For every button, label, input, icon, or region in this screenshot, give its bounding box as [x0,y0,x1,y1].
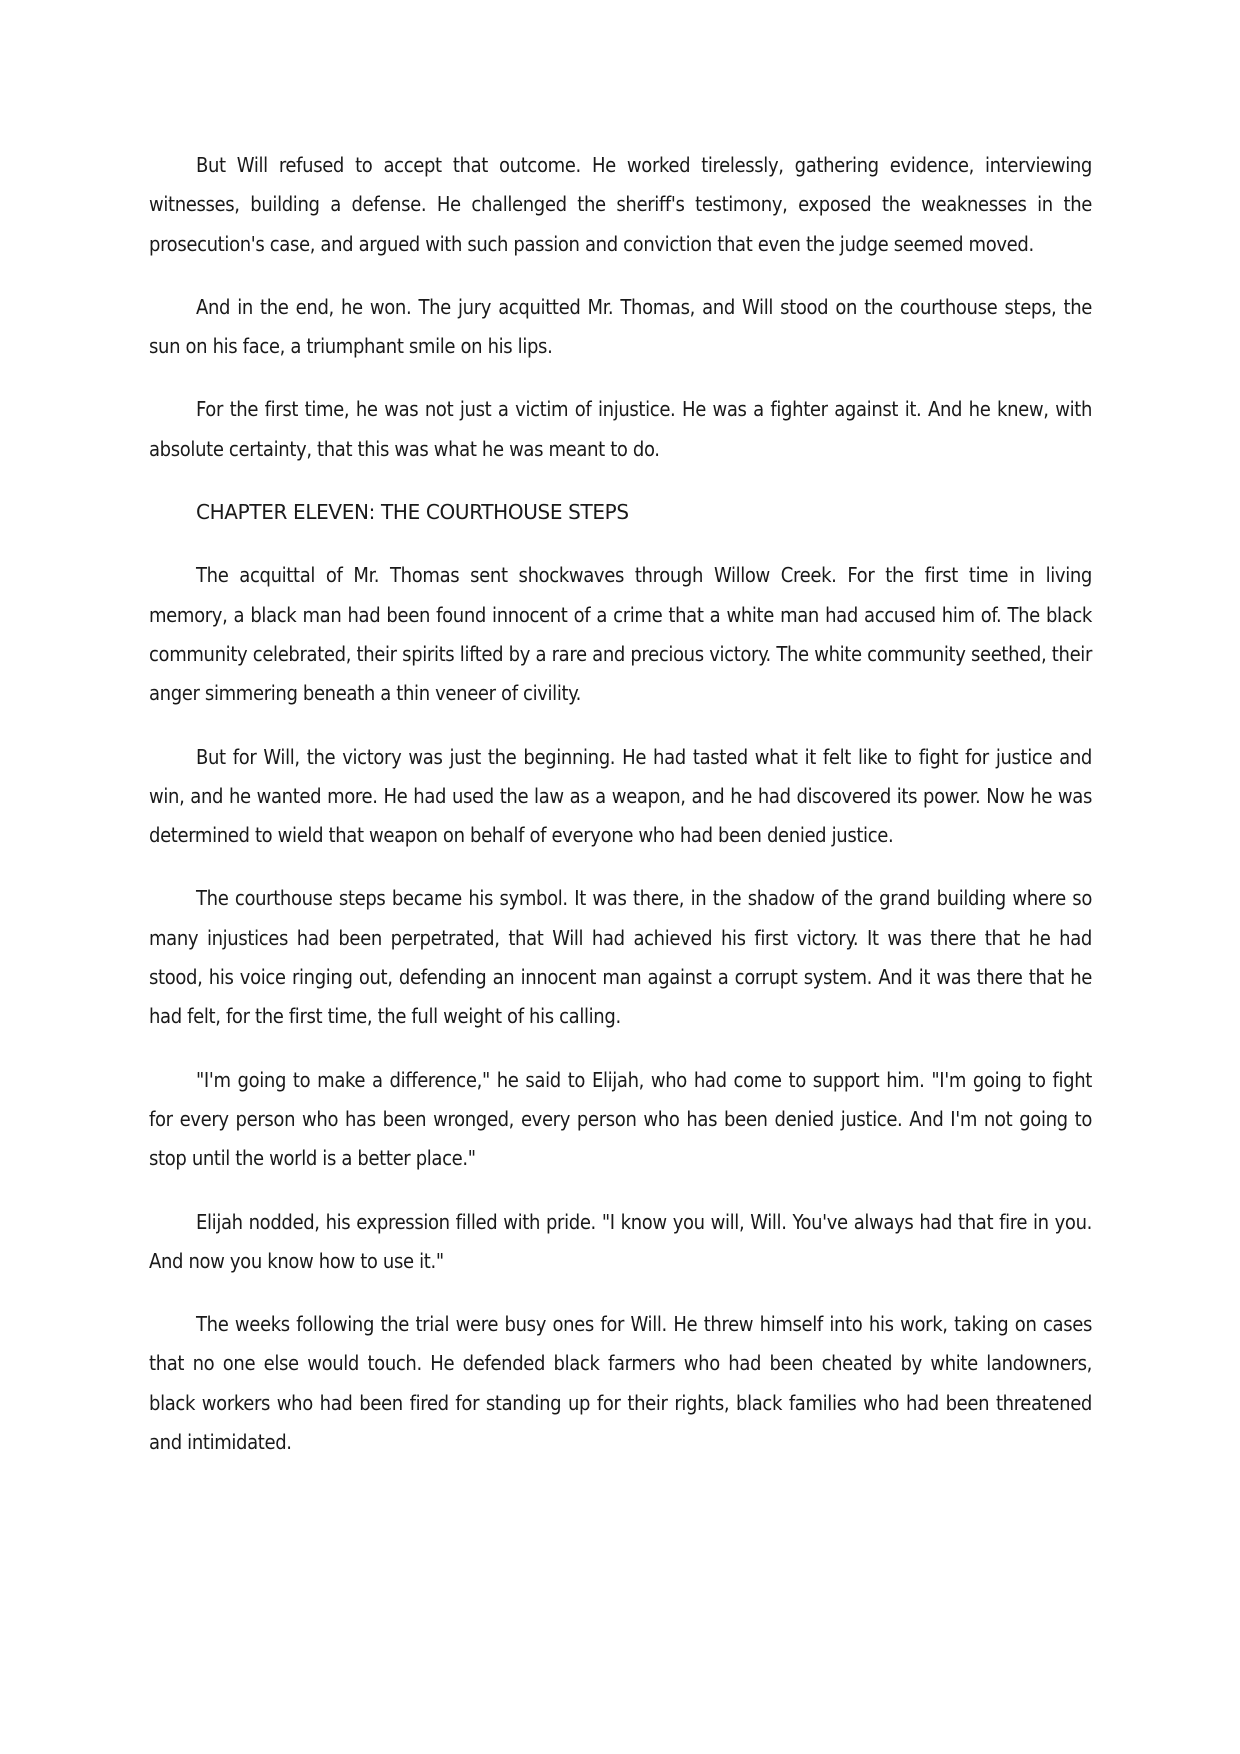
paragraph-make-difference: "I'm going to make a difference," he said to Elijah, who had come to support him. "I'm going to fight for every person who has been wronged, every person who has been denied justice. And I'm not going to stop until the world is a better place." [149,1067,1092,1171]
paragraph-victory-beginning: But for Will, the victory was just the beginning. He had tasted what it felt like to fight for justice and win, and he wanted more. He had used the law as a weapon, and he had discovered its power. Now he was determined to wield that weapon on behalf of everyone who had been denied justice. [149,744,1092,848]
paragraph-he-won: And in the end, he won. The jury acquitted Mr. Thomas, and Will stood on the courthouse steps, the sun on his face, a triumphant smile on his lips. [149,294,1092,359]
paragraph-first-time-fighter: For the first time, he was not just a victim of injustice. He was a fighter against it. And he knew, with absolute certainty, that this was what he was meant to do. [149,397,1092,461]
paragraph-will-refused: But Will refused to accept that outcome. He worked tirelessly, gathering evidence, interviewing witnesses, building a defense. He challenged the sheriff's testimony, exposed the weaknesses in the prosecution's case, and argued with such passion and conviction that even the judge seemed moved. [149,153,1092,256]
paragraph-weeks-following: The weeks following the trial were busy ones for Will. He threw himself into his work, taking on cases that no one else would touch. He defended black farmers who had been cheated by white landowners, black workers who had been fired for standing up for their rights, black families who had been threatened and intimidated. [149,1312,1092,1455]
paragraph-courthouse-symbol: The courthouse steps became his symbol. It was there, in the shadow of the grand building where so many injustices had been perpetrated, that Will had achieved his first victory. It was there that he had stood, his voice ringing out, defending an innocent man against a corrupt system. And it was there that he had felt, for the first time, the full weight of his calling. [149,886,1092,1029]
paragraph-elijah-nodded: Elijah nodded, his expression filled with pride. "I know you will, Will. You've always had that fire in you. And now you know how to use it." [149,1209,1092,1273]
chapter-heading: CHAPTER ELEVEN: THE COURTHOUSE STEPS [196,500,629,525]
paragraph-acquittal-shockwaves: The acquittal of Mr. Thomas sent shockwaves through Willow Creek. For the first time in living memory, a black man had been found innocent of a crime that a white man had accused him of. The black community celebrated, their spirits lifted by a rare and precious victory. The white community seethed, their anger simmering beneath a thin veneer of civility. [149,563,1092,706]
